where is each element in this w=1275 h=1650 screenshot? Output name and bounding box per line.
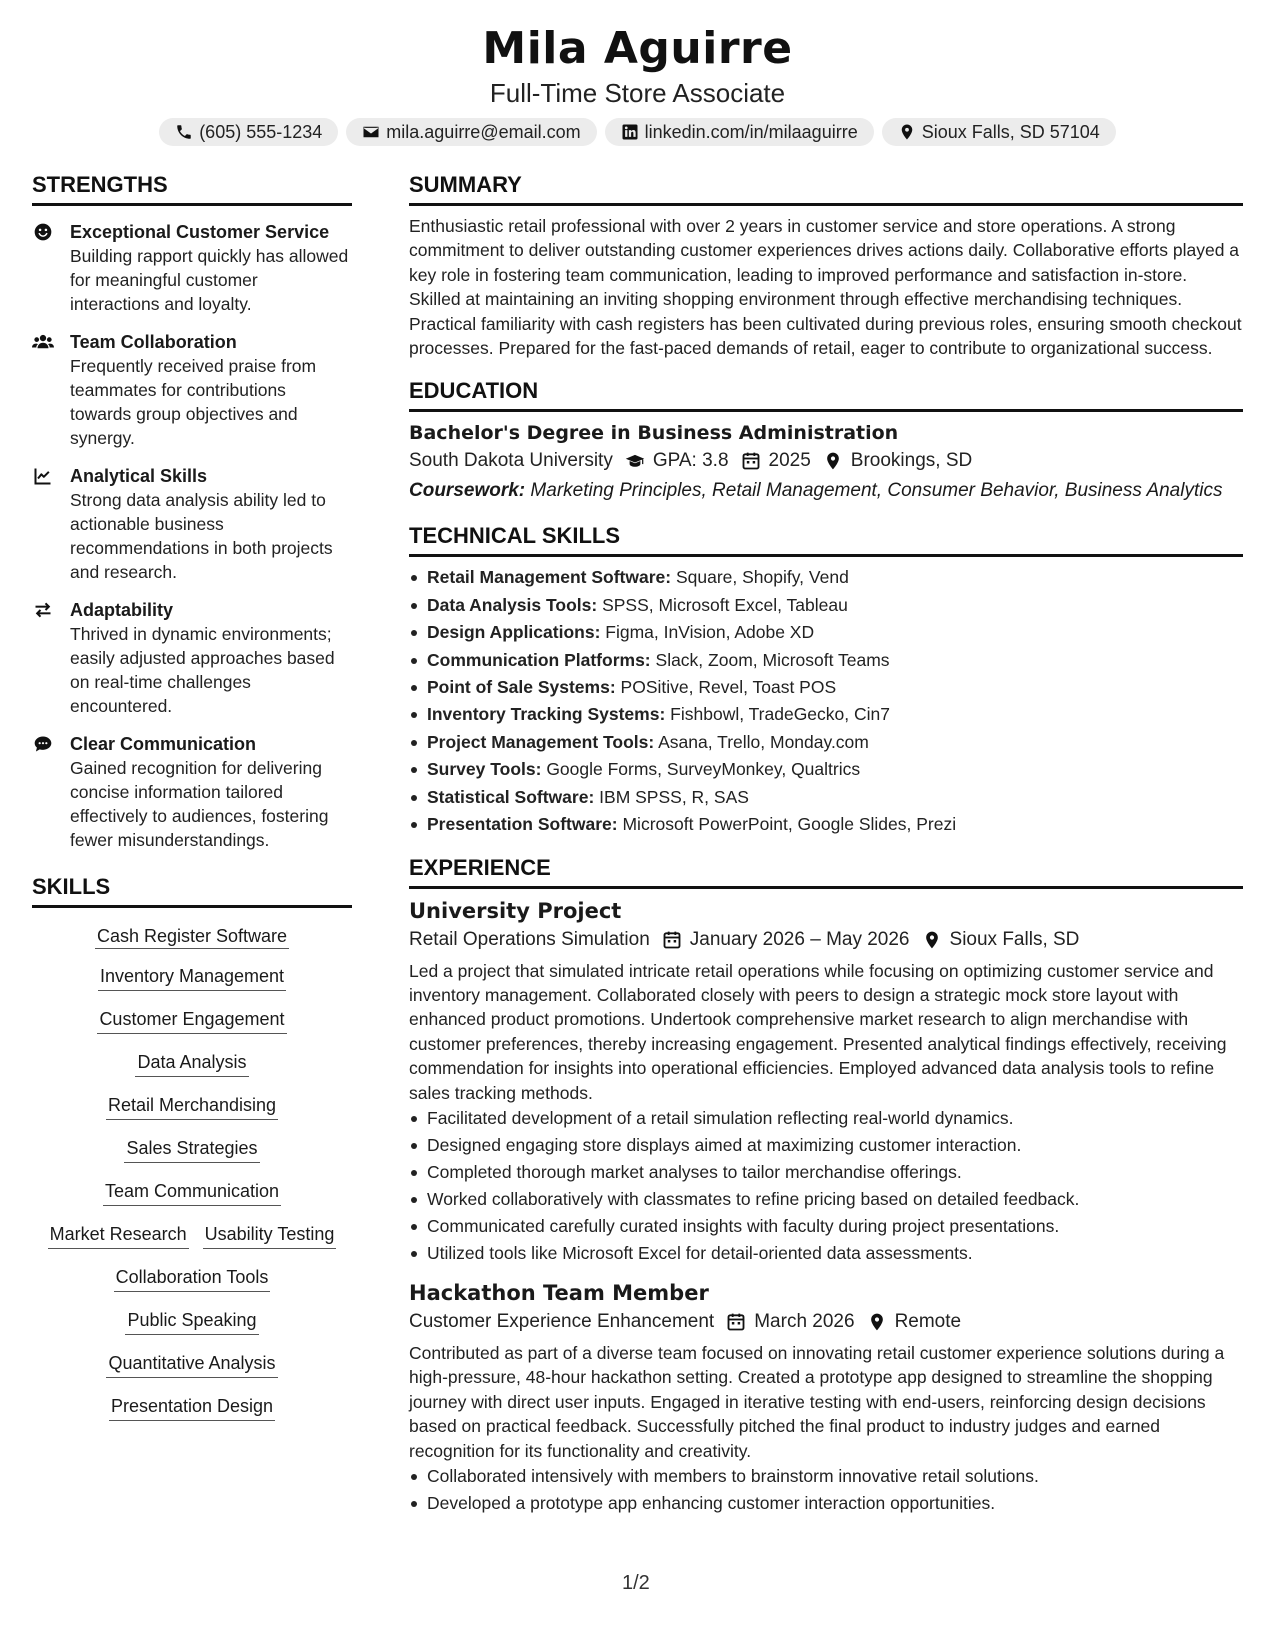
- exchange-icon: [32, 600, 54, 620]
- list-item: [409, 592, 1243, 619]
- experience-entry: [409, 1279, 1243, 1517]
- list-item: Collaborated intensively with members to brainstorm innovative retail solutions.: [409, 1463, 1243, 1490]
- skill-tag: Customer Engagement: [97, 1007, 286, 1034]
- tech-skill-value: POSitive, Revel, Toast POS: [620, 677, 837, 698]
- education-year: 2025: [768, 450, 811, 472]
- job-description: Led a project that simulated intricate retail operations while focusing on optimizing customer service and inventory management. Collaborated closely with peers to design a strategic mock store layout with enhanced product promotions. Undertook comprehensive market research to align merchandise with customer preferences, thereby increasing engagement. Presented analytical findings effectively, receiving commendation for insights into operational efficiencies. Employed advanced data analysis tools to refine sales tracking methods.: [409, 960, 1227, 1103]
- list-item: [409, 564, 1243, 591]
- tech-skill-value: Google Forms, SurveyMonkey, Qualtrics: [546, 759, 861, 780]
- skill-tag: Usability Testing: [203, 1222, 337, 1249]
- skill-tag: Collaboration Tools: [114, 1265, 271, 1292]
- list-item: [409, 784, 1243, 811]
- calendar-icon: [662, 930, 682, 950]
- location-icon: [823, 451, 843, 471]
- education-section: [409, 378, 1243, 503]
- tech-skill-label: Communication Platforms:: [427, 649, 651, 670]
- strength-desc: Building rapport quickly has allowed for meaningful customer interactions and loyalty.: [70, 246, 349, 314]
- list-item: Facilitated development of a retail simulation reflecting real-world dynamics.: [409, 1105, 1243, 1132]
- skills-list: [32, 916, 352, 1421]
- comment-icon: [32, 734, 54, 754]
- chart-line-icon: [32, 466, 54, 486]
- tech-skill-label: Presentation Software:: [427, 814, 618, 835]
- team-icon: [32, 332, 54, 352]
- contact-linkedin-text: linkedin.com/in/milaaguirre: [644, 121, 858, 142]
- contact-linkedin[interactable]: [605, 118, 874, 146]
- linkedin-icon: [621, 123, 639, 141]
- list-item: [409, 619, 1243, 646]
- job-bullets: [409, 1463, 1243, 1517]
- strength-desc: Frequently received praise from teammates for contributions towards group objectives and synergy.: [70, 356, 317, 448]
- tech-skill-value: Figma, InVision, Adobe XD: [605, 622, 815, 643]
- tech-skill-value: IBM SPSS, R, SAS: [599, 786, 749, 807]
- left-column: [32, 172, 352, 1421]
- contact-location-text: Sioux Falls, SD 57104: [921, 121, 1100, 142]
- job-bullets: [409, 1105, 1243, 1267]
- coursework-label: Coursework:: [409, 480, 526, 502]
- tech-skill-value: Microsoft PowerPoint, Google Slides, Prezi: [622, 814, 957, 835]
- list-item: Worked collaboratively with classmates to refine pricing based on detailed feedback.: [409, 1186, 1243, 1213]
- skill-tag: Team Communication: [103, 1179, 281, 1206]
- strength-item: [32, 220, 352, 316]
- tech-skill-value: SPSS, Microsoft Excel, Tableau: [602, 594, 848, 615]
- education-location: Brookings, SD: [850, 450, 973, 472]
- skill-tag: Quantitative Analysis: [106, 1351, 277, 1378]
- tech-skill-value: Slack, Zoom, Microsoft Teams: [655, 649, 890, 670]
- tech-skill-label: Data Analysis Tools:: [427, 594, 598, 615]
- skill-tag: Public Speaking: [125, 1308, 258, 1335]
- job-title: University Project: [409, 898, 622, 923]
- tech-skill-label: Survey Tools:: [427, 759, 542, 780]
- calendar-icon: [741, 451, 761, 471]
- job-meta: [409, 925, 1243, 955]
- coursework-text: Marketing Principles, Retail Management, Consumer Behavior, Business Analytics: [530, 480, 1223, 502]
- job-subtitle: Retail Operations Simulation: [409, 928, 650, 950]
- strength-item: [32, 464, 352, 584]
- location-icon: [867, 1312, 887, 1332]
- skill-tag: Presentation Design: [109, 1394, 275, 1421]
- list-item: Utilized tools like Microsoft Excel for detail-oriented data assessments.: [409, 1240, 1243, 1267]
- tech-skill-value: Asana, Trello, Monday.com: [658, 731, 869, 752]
- job-dates: March 2026: [754, 1310, 855, 1332]
- contact-location: [882, 118, 1116, 146]
- contact-bar: [0, 118, 1275, 146]
- strength-title: Clear Communication: [70, 734, 257, 754]
- skills-section: [32, 874, 352, 1421]
- tech-skill-label: Retail Management Software:: [427, 567, 672, 588]
- education-school: South Dakota University: [409, 450, 613, 472]
- list-item: [409, 647, 1243, 674]
- candidate-name: Mila Aguirre: [482, 23, 793, 74]
- strength-title: Adaptability: [70, 600, 174, 620]
- technical-skills-title: TECHNICAL SKILLS: [409, 523, 1243, 557]
- skill-tag: Inventory Management: [98, 964, 286, 991]
- contact-phone[interactable]: [159, 118, 338, 146]
- tech-skill-value: Square, Shopify, Vend: [675, 567, 849, 588]
- list-item: [409, 756, 1243, 783]
- tech-skill-label: Project Management Tools:: [427, 731, 655, 752]
- strength-desc: Strong data analysis ability led to actionable business recommendations in both projects and research.: [70, 490, 333, 582]
- strength-title: Exceptional Customer Service: [70, 222, 330, 242]
- strength-title: Team Collaboration: [70, 332, 237, 352]
- strength-item: [32, 732, 352, 852]
- technical-skills-section: [409, 523, 1243, 838]
- job-dates: January 2026 – May 2026: [689, 928, 910, 950]
- list-item: Developed a prototype app enhancing customer interaction opportunities.: [409, 1490, 1243, 1517]
- list-item: [409, 701, 1243, 728]
- right-column: [409, 172, 1243, 1517]
- education-meta: [409, 446, 1243, 476]
- job-location: Remote: [894, 1310, 962, 1332]
- skills-title: SKILLS: [32, 874, 352, 908]
- summary-section: [409, 172, 1243, 360]
- skill-tag: Market Research: [48, 1222, 189, 1249]
- technical-skills-list: [409, 564, 1243, 838]
- skill-tag: Retail Merchandising: [106, 1093, 278, 1120]
- education-gpa: GPA: 3.8: [652, 450, 729, 472]
- job-subtitle: Customer Experience Enhancement: [409, 1310, 715, 1332]
- job-location: Sioux Falls, SD: [949, 928, 1080, 950]
- strength-desc: Thrived in dynamic environments; easily adjusted approaches based on real-time challenges encountered.: [70, 624, 335, 716]
- education-title: EDUCATION: [409, 378, 1243, 412]
- strength-desc: Gained recognition for delivering concise information tailored effectively to audiences, fostering fewer misunderstandings.: [70, 758, 329, 850]
- education-degree: Bachelor's Degree in Business Administration: [409, 422, 899, 445]
- tech-skill-label: Statistical Software:: [427, 786, 595, 807]
- tech-skill-label: Point of Sale Systems:: [427, 677, 616, 698]
- graduation-cap-icon: [625, 451, 645, 471]
- contact-phone-text: (605) 555-1234: [199, 121, 323, 142]
- summary-text: Enthusiastic retail professional with over 2 years in customer service and store operations. A strong commitment to deliver outstanding customer experiences drives actions daily. Collaborative efforts played a key role in fostering team communication, leading to improved performance and satisfaction in-store. Skilled at maintaining an inviting shopping environment through effective merchandising techniques. Practical familiarity with cash registers has been cultivated during previous roles, ensuring smooth checkout processes. Prepared for the fast-paced demands of retail, eager to contribute to organizational success.: [409, 216, 1242, 359]
- list-item: Communicated carefully curated insights with faculty during project presentations.: [409, 1213, 1243, 1240]
- page-number: 1/2: [622, 1572, 650, 1594]
- list-item: [409, 674, 1243, 701]
- skill-tag: Data Analysis: [135, 1050, 248, 1077]
- list-item: [409, 811, 1243, 838]
- job-meta: [409, 1307, 1243, 1337]
- skill-tag: Cash Register Software: [95, 926, 289, 949]
- tech-skill-value: Fishbowl, TradeGecko, Cin7: [670, 704, 890, 725]
- contact-email[interactable]: [346, 118, 596, 146]
- phone-icon: [175, 123, 193, 141]
- strength-item: [32, 598, 352, 718]
- job-title: Hackathon Team Member: [409, 1280, 709, 1305]
- smile-icon: [32, 222, 54, 242]
- strengths-title: STRENGTHS: [32, 172, 352, 206]
- summary-title: SUMMARY: [409, 172, 1243, 206]
- email-icon: [362, 123, 380, 141]
- candidate-role: Full-Time Store Associate: [489, 78, 786, 108]
- resume-header: [0, 0, 1275, 146]
- list-item: Completed thorough market analyses to tailor merchandise offerings.: [409, 1159, 1243, 1186]
- location-icon: [898, 123, 916, 141]
- skill-tag: Sales Strategies: [124, 1136, 259, 1163]
- education-coursework: [409, 478, 1243, 503]
- experience-section: [409, 855, 1243, 1517]
- calendar-icon: [726, 1312, 746, 1332]
- strength-item: [32, 330, 352, 450]
- location-icon: [922, 930, 942, 950]
- job-description: Contributed as part of a diverse team focused on innovating retail customer experience solutions during a high-pressure, 48-hour hackathon setting. Created a prototype app designed to streamline the shopping journey with direct user inputs. Engaged in iterative testing with end-users, reinforcing design decisions based on practical feedback. Successfully pitched the final product to industry judges and earned recognition for its functionality and creativity.: [409, 1342, 1225, 1461]
- list-item: Designed engaging store displays aimed at maximizing customer interaction.: [409, 1132, 1243, 1159]
- contact-email-text: mila.aguirre@email.com: [386, 121, 581, 142]
- strength-title: Analytical Skills: [70, 466, 208, 486]
- list-item: [409, 729, 1243, 756]
- tech-skill-label: Design Applications:: [427, 622, 601, 643]
- tech-skill-label: Inventory Tracking Systems:: [427, 704, 666, 725]
- experience-title: EXPERIENCE: [409, 855, 1243, 889]
- experience-entry: [409, 897, 1243, 1267]
